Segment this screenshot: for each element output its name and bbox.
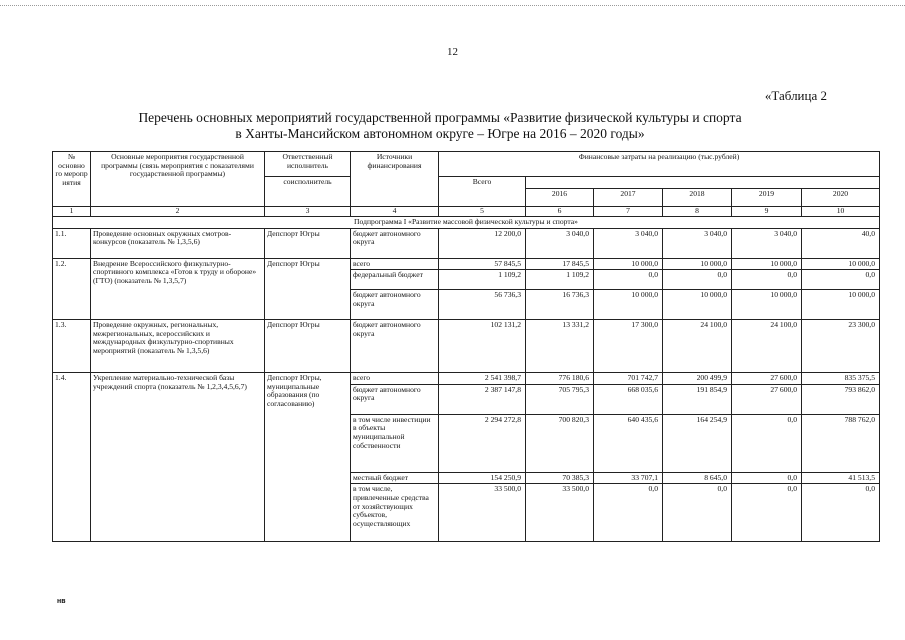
row-event-name: Проведение окружных, региональных, межрегиональных, всероссийских и международных физкультурно-спортивных мероприятий (показатель № 1,3,5,6): [91, 320, 265, 373]
table-row: [53, 373, 880, 385]
row-source: бюджет автономного округа: [351, 228, 439, 258]
row-2020: 788 762,0: [802, 414, 880, 472]
row-source: бюджет автономного округа: [351, 290, 439, 320]
row-2020: 10 000,0: [802, 258, 880, 270]
index-cell: 5: [439, 207, 526, 217]
row-number: 1.4.: [53, 373, 91, 542]
row-2016: 700 820,3: [526, 414, 594, 472]
row-2017: 10 000,0: [594, 290, 663, 320]
row-source: бюджет автономного округа: [351, 320, 439, 373]
row-2016: 17 845,5: [526, 258, 594, 270]
row-executor: Депспорт Югры, муниципальные образования (по согласованию): [265, 373, 351, 542]
row-2017: 10 000,0: [594, 258, 663, 270]
page-number: 12: [447, 46, 458, 58]
index-cell: 8: [663, 207, 732, 217]
index-cell: 7: [594, 207, 663, 217]
row-event-name: Проведение основных окружных смотров-конкурсов (показатель № 1,3,5,6): [91, 228, 265, 258]
row-2018: 8 645,0: [663, 472, 732, 484]
header-year-2019: 2019: [732, 189, 802, 207]
row-total: 154 250,9: [439, 472, 526, 484]
title-line-2: в Ханты-Мансийском автономном округе – Югре на 2016 – 2020 годы»: [235, 126, 645, 141]
header-executor: Ответственный исполнитель: [265, 152, 351, 177]
row-2018: 24 100,0: [663, 320, 732, 373]
row-event-name: Укрепление материально-технической базы учреждений спорта (показатель № 1,2,3,4,5,6,7): [91, 373, 265, 542]
table-row: [53, 320, 880, 373]
row-2019: 27 600,0: [732, 373, 802, 385]
header-sources: Источники финансирования: [351, 152, 439, 207]
row-2017: 668 035,6: [594, 384, 663, 414]
row-2020: 835 375,5: [802, 373, 880, 385]
events-table: [52, 151, 880, 542]
document-title: [60, 110, 820, 142]
row-2019: 0,0: [732, 270, 802, 290]
row-2019: 10 000,0: [732, 290, 802, 320]
header-finance: Финансовые затраты на реализацию (тыс.рублей): [439, 152, 880, 177]
index-cell: 6: [526, 207, 594, 217]
row-2017: 33 707,1: [594, 472, 663, 484]
row-source: всего: [351, 258, 439, 270]
row-number: 1.3.: [53, 320, 91, 373]
row-2016: 1 109,2: [526, 270, 594, 290]
row-2019: 0,0: [732, 414, 802, 472]
header-events: Основные мероприятия государственной программы (связь мероприятия с показателями государственной программы): [91, 152, 265, 207]
row-total: 2 387 147,8: [439, 384, 526, 414]
row-2020: 793 862,0: [802, 384, 880, 414]
scan-edge-line: [0, 5, 905, 6]
index-cell: 2: [91, 207, 265, 217]
row-2018: 191 854,9: [663, 384, 732, 414]
row-2019: 24 100,0: [732, 320, 802, 373]
row-2017: 3 040,0: [594, 228, 663, 258]
row-number: 1.2.: [53, 258, 91, 320]
row-2016: 3 040,0: [526, 228, 594, 258]
row-2017: 701 742,7: [594, 373, 663, 385]
table-row: [53, 258, 880, 270]
row-2018: 0,0: [663, 484, 732, 542]
row-executor: Депспорт Югры: [265, 258, 351, 320]
row-2019: 0,0: [732, 472, 802, 484]
row-total: 12 200,0: [439, 228, 526, 258]
header-number: № основно го меропр иятия: [53, 152, 91, 207]
row-2018: 10 000,0: [663, 290, 732, 320]
header-coexecutor: соисполнитель: [265, 177, 351, 207]
row-total: 33 500,0: [439, 484, 526, 542]
row-2019: 27 600,0: [732, 384, 802, 414]
row-total: 2 541 398,7: [439, 373, 526, 385]
row-2018: 164 254,9: [663, 414, 732, 472]
index-cell: 9: [732, 207, 802, 217]
index-cell: 3: [265, 207, 351, 217]
row-source: местный бюджет: [351, 472, 439, 484]
row-source: бюджет автономного округа: [351, 384, 439, 414]
row-2016: 16 736,3: [526, 290, 594, 320]
row-2018: 0,0: [663, 270, 732, 290]
header-years-group: [526, 177, 880, 189]
row-2020: 23 300,0: [802, 320, 880, 373]
row-source: в том числе, привлеченные средства от хозяйствующих субъектов, осуществляющих: [351, 484, 439, 542]
row-total: 2 294 272,8: [439, 414, 526, 472]
row-number: 1.1.: [53, 228, 91, 258]
index-cell: 10: [802, 207, 880, 217]
footer-mark: нв: [57, 598, 66, 605]
row-2018: 10 000,0: [663, 258, 732, 270]
row-event-name: Внедрение Всероссийского физкультурно-спортивного комплекса «Готов к труду и обороне» (ГТО) (показатель № 1,3,5,7): [91, 258, 265, 320]
row-2020: 0,0: [802, 270, 880, 290]
header-total: Всего: [439, 177, 526, 207]
index-cell: 1: [53, 207, 91, 217]
row-2019: 10 000,0: [732, 258, 802, 270]
row-2016: 776 180,6: [526, 373, 594, 385]
index-cell: 4: [351, 207, 439, 217]
table-row: [53, 228, 880, 258]
row-executor: Депспорт Югры: [265, 228, 351, 258]
header-year-2018: 2018: [663, 189, 732, 207]
header-year-2016: 2016: [526, 189, 594, 207]
row-source: в том числе инвестиции в объекты муниципальной собственности: [351, 414, 439, 472]
row-2020: 10 000,0: [802, 290, 880, 320]
header-year-2017: 2017: [594, 189, 663, 207]
row-2020: 0,0: [802, 484, 880, 542]
row-total: 102 131,2: [439, 320, 526, 373]
row-2016: 13 331,2: [526, 320, 594, 373]
row-total: 56 736,3: [439, 290, 526, 320]
row-executor: Депспорт Югры: [265, 320, 351, 373]
row-2017: 17 300,0: [594, 320, 663, 373]
row-2019: 3 040,0: [732, 228, 802, 258]
row-2016: 33 500,0: [526, 484, 594, 542]
row-2016: 70 385,3: [526, 472, 594, 484]
row-2018: 3 040,0: [663, 228, 732, 258]
row-source: федеральный бюджет: [351, 270, 439, 290]
row-2019: 0,0: [732, 484, 802, 542]
row-2017: 0,0: [594, 484, 663, 542]
row-2020: 41 513,5: [802, 472, 880, 484]
row-total: 57 845,5: [439, 258, 526, 270]
row-total: 1 109,2: [439, 270, 526, 290]
row-2017: 0,0: [594, 270, 663, 290]
table-reference: «Таблица 2: [764, 88, 827, 103]
header-year-2020: 2020: [802, 189, 880, 207]
row-source: всего: [351, 373, 439, 385]
row-2017: 640 435,6: [594, 414, 663, 472]
row-2018: 200 499,9: [663, 373, 732, 385]
subprogram-title: Подпрограмма I «Развитие массовой физической культуры и спорта»: [53, 217, 880, 229]
title-line-1: Перечень основных мероприятий государственной программы «Развитие физической культуры и спорта: [138, 110, 742, 125]
row-2016: 705 795,3: [526, 384, 594, 414]
row-2020: 40,0: [802, 228, 880, 258]
